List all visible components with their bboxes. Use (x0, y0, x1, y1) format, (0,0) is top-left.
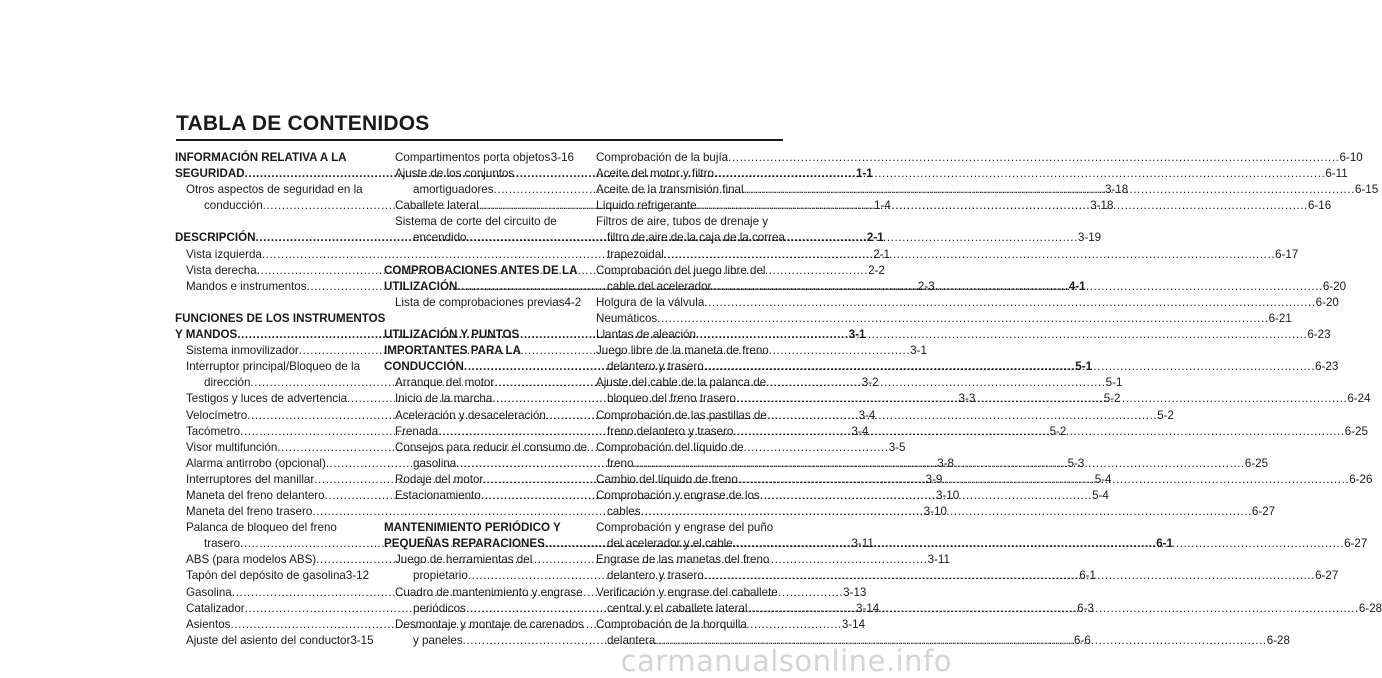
toc-section-heading (384, 520, 574, 536)
toc-page-number: 6-26 (1349, 472, 1373, 486)
toc-page-number: 6-20 (1315, 295, 1339, 309)
toc-page-number: 5-2 (1103, 392, 1121, 406)
toc-entry (384, 440, 588, 456)
toc-entry-title: Neumáticos (596, 311, 658, 325)
toc-entry-title: UTILIZACIÓN Y PUNTOS (384, 328, 520, 342)
toc-entry (596, 440, 782, 456)
toc-entry-title: gasolina (413, 456, 457, 470)
toc-page-number: 6-11 (1325, 167, 1348, 181)
toc-entry-title: Velocímetro (186, 408, 248, 422)
toc-entry-title: delantero y trasero (607, 360, 704, 374)
toc-entry-title: y paneles (413, 633, 463, 647)
toc-page-number: 3-15 (350, 633, 374, 647)
toc-section-heading (384, 263, 578, 279)
toc-entry-title: Juego de herramientas del (395, 553, 533, 567)
toc-section-heading (175, 311, 386, 327)
toc-entry-title: conducción (204, 199, 263, 213)
dot-leader (696, 327, 1307, 343)
toc-entry-title: central y el caballete lateral (607, 601, 748, 615)
toc-entry (596, 520, 782, 536)
toc-entry-title: Caballete lateral (395, 199, 479, 213)
toc-entry-title: Sistema inmovilizador (186, 344, 299, 358)
toc-page-number: 6-1 (1079, 569, 1096, 583)
toc-entry (596, 311, 1292, 327)
toc-page-number: 6-25 (1244, 456, 1269, 470)
dot-leader (711, 279, 1322, 295)
toc-entry-title: CONDUCCIÓN (384, 360, 464, 374)
toc-entry (596, 585, 782, 601)
toc-page-number: 3-14 (856, 601, 880, 615)
toc-entry-title: SEGURIDAD (175, 167, 245, 181)
toc-entry-title: Arranque del motor (395, 376, 495, 390)
toc-entry-title: Catalizador (186, 601, 245, 615)
toc-page-number: 6-3 (1077, 601, 1095, 615)
toc-entry (384, 295, 582, 311)
toc-section-heading (384, 327, 574, 343)
toc-page-number: 6-16 (1307, 199, 1332, 213)
toc-entry-title: Consejos para reducir el consumo de (395, 440, 588, 454)
toc-entry-title: Comprobación del líquido de (596, 440, 744, 454)
toc-entry-title: Inicio de la marcha (395, 392, 493, 406)
toc-page-number: 6-6 (1074, 633, 1091, 647)
toc-entry-title: Líquido refrigerante (596, 199, 697, 213)
toc-page-number: 3-13 (843, 585, 867, 599)
toc-entry-title: Ajuste de los conjuntos (395, 167, 515, 181)
toc-entry-title: Aceite de la transmisión final (596, 183, 744, 197)
toc-page-number: 6-25 (1344, 424, 1368, 438)
toc-entry-title: ABS (para modelos ABS) (186, 553, 317, 567)
toc-entry-title: Testigos y luces de advertencia (186, 392, 348, 406)
spacer (384, 247, 574, 263)
toc-page-number: 6-27 (1344, 537, 1368, 551)
toc-page-number: 3-11 (927, 553, 950, 567)
toc-entry-title: delantero y trasero (607, 569, 704, 583)
toc-page-number: 5-2 (1157, 408, 1174, 422)
toc-entry-title: Juego libre de la maneta de freno (596, 344, 769, 358)
toc-entry-title: DESCRIPCIÓN (175, 231, 256, 245)
toc-entry (384, 214, 574, 230)
toc-page-number: 2-1 (866, 231, 884, 245)
toc-page-number: 3-18 (1090, 199, 1114, 213)
toc-entry-title: Comprobación de la bujía (596, 151, 729, 164)
toc-entry-title: Alarma antirrobo (opcional) (186, 456, 326, 470)
toc-entry-title: Aceite del motor y filtro (596, 167, 714, 181)
toc-entry-title: trasero (204, 537, 241, 551)
toc-entry-title: Interruptores del manillar (186, 472, 315, 486)
toc-entry-title: cable del acelerador (607, 279, 712, 293)
dot-leader (733, 536, 1344, 552)
toc-page-number: 6-23 (1315, 360, 1339, 374)
toc-page-number: 4-2 (564, 295, 582, 309)
toc-entry-title: Holgura de la válvula (596, 295, 705, 309)
toc-page-number: 3-9 (925, 472, 943, 486)
toc-entry-title: encendido (413, 231, 467, 245)
toc-page-number: 3-4 (858, 408, 876, 422)
toc-entry-title: Comprobación del juego libre del (596, 263, 766, 277)
toc-entry-title: periódicos (413, 601, 466, 615)
toc-page-number: 5-4 (1092, 488, 1109, 502)
toc-entry (596, 552, 782, 568)
toc-entry-title: Maneta del freno delantero (186, 488, 325, 502)
toc-entry-title: freno delantero y trasero (607, 424, 734, 438)
toc-page-number: 5-1 (1105, 376, 1123, 390)
toc-page-number: 6-28 (1358, 601, 1382, 615)
toc-entry-title: Otros aspectos de seguridad en la (186, 183, 363, 197)
toc-entry-title: amortiguadores (413, 183, 494, 197)
toc-page-number: 3-1 (910, 344, 927, 358)
toc-page-number: 6-24 (1347, 392, 1371, 406)
toc-page-number: 3-10 (935, 488, 960, 502)
toc-page-number: 2-3 (917, 279, 935, 293)
toc-entry-title: Filtros de aire, tubos de drenaje y (596, 215, 769, 229)
dot-leader (733, 424, 1344, 440)
toc-page-number: 3-19 (1077, 231, 1102, 245)
toc-entry-title: cables (607, 505, 641, 519)
toc-entry-title: del acelerador y el cable (607, 537, 733, 551)
dot-leader (481, 488, 1092, 504)
toc-page-number: 4-1 (1068, 279, 1086, 293)
dot-leader (633, 456, 1244, 472)
toc-entry-title: Tapón del depósito de gasolina (186, 569, 346, 583)
title-rule (176, 139, 783, 141)
toc-entry (596, 488, 782, 504)
toc-section-heading (384, 343, 574, 359)
toc-entry-title: Ajuste del cable de la palanca de (596, 376, 767, 390)
toc-entry-title: Vista derecha (186, 263, 257, 277)
toc-entry-title: Tacómetro (186, 424, 241, 438)
watermark: carmanualsonline.info (620, 644, 952, 678)
toc-entry-title: Mandos e instrumentos (186, 279, 307, 293)
toc-entry (384, 166, 574, 182)
toc-page-number: 3-4 (851, 424, 869, 438)
toc-entry-title: MANTENIMIENTO PERIÓDICO Y (384, 521, 561, 535)
toc-entry-title: UTILIZACIÓN (384, 279, 458, 293)
toc-page-number: 3-8 (937, 456, 954, 470)
toc-page-number: 6-10 (1339, 151, 1363, 164)
toc-entry-title: Asientos (186, 617, 231, 631)
toc-entry (384, 552, 574, 568)
toc-entry-title: Comprobación y engrase de los (596, 488, 760, 502)
toc-page-number: 3-18 (1104, 183, 1129, 197)
toc-page-number: 6-1 (1156, 537, 1173, 551)
toc-entry-title: Estacionamiento (395, 488, 481, 502)
toc-page-number: 3-5 (888, 440, 906, 454)
dot-leader (738, 472, 1349, 488)
toc-page-number: 5-4 (1094, 472, 1112, 486)
toc-page-number: 3-16 (550, 151, 574, 164)
toc-entry-title: Sistema de corte del circuito de (395, 215, 557, 229)
toc-entry-title: Frenada (395, 424, 439, 438)
dot-leader (494, 375, 1105, 391)
toc-entry (175, 359, 366, 375)
spacer (384, 311, 574, 327)
toc-entry-title: freno (607, 456, 634, 470)
toc-page-number: 1-4 (874, 199, 891, 213)
dot-leader (728, 150, 1339, 166)
dot-leader (697, 198, 1308, 214)
toc-entry-title: filtro de aire de la caja de la correa (607, 231, 785, 245)
toc-entry (384, 150, 574, 166)
toc-entry-title: Interruptor principal/Bloqueo de la (186, 360, 361, 374)
toc-entry-title: Cuadro de mantenimiento y engrase (395, 585, 583, 599)
toc-page-number: 6-28 (1266, 633, 1290, 647)
dot-leader (704, 359, 1315, 375)
toc-entry-title: Comprobación y engrase del puño (596, 521, 774, 535)
toc-page-number: 3-1 (848, 328, 866, 342)
toc-entry-title: Maneta del freno trasero (186, 505, 313, 519)
toc-entry-title: Comprobación de la horquilla (596, 617, 747, 631)
toc-page-number: 3-2 (861, 376, 879, 390)
toc-page-number: 3-10 (923, 505, 947, 519)
toc-entry-title: Desmontaje y montaje de carenados (395, 617, 584, 631)
toc-entry (596, 150, 1363, 166)
dot-leader (664, 247, 1275, 263)
dot-leader (641, 504, 1252, 520)
toc-entry-title: IMPORTANTES PARA LA (384, 344, 521, 358)
toc-entry-title: Cambio del líquido de freno (596, 472, 738, 486)
page-title: TABLA DE CONTENIDOS (176, 112, 430, 135)
toc-page-number: 6-17 (1275, 247, 1299, 261)
toc-entry-title: INFORMACIÓN RELATIVA A LA (175, 151, 347, 164)
toc-entry (596, 408, 782, 424)
dot-leader (657, 311, 1268, 327)
spacer (175, 214, 366, 230)
toc-entry-title: Compartimentos porta objetos (395, 151, 551, 164)
toc-page-number: 6-27 (1315, 569, 1339, 583)
toc-entry-title: Ajuste del asiento del conductor (186, 633, 351, 647)
toc-entry-title: FUNCIONES DE LOS INSTRUMENTOS (175, 311, 386, 325)
toc-page-number: 1-1 (855, 167, 873, 181)
toc-entry (596, 375, 782, 391)
toc-page-number: 6-23 (1307, 328, 1331, 342)
toc-page-number: 6-27 (1251, 505, 1276, 519)
toc-page-number: 5-1 (1075, 360, 1093, 374)
spacer (175, 295, 366, 311)
dot-leader (744, 182, 1355, 198)
spacer (384, 504, 574, 520)
toc-entry (596, 295, 1339, 311)
toc-entry-title: Visor multifunción (186, 440, 278, 454)
toc-page-number: 2-1 (873, 247, 890, 261)
toc-entry-title: Aceleración y desaceleración (395, 408, 546, 422)
toc-page-number: 6-15 (1354, 183, 1379, 197)
toc-entry-title: PEQUEÑAS REPARACIONES (384, 537, 545, 551)
toc-page-number: 5-3 (1067, 456, 1085, 470)
toc-entry (596, 617, 782, 633)
toc-entry (175, 568, 370, 584)
toc-entry (596, 343, 782, 359)
toc-entry-title: Engrase de las manetas del freno (596, 553, 770, 567)
toc-entry-title: delantera (607, 633, 656, 647)
toc-page-number: 3-3 (958, 392, 976, 406)
toc-entry (175, 520, 366, 536)
dot-leader (714, 166, 1325, 182)
toc-section-heading (175, 150, 366, 166)
toc-page-number: 6-21 (1268, 311, 1292, 325)
toc-page-number: 3-12 (345, 569, 370, 583)
toc-entry-title: bloqueo del freno trasero (607, 392, 736, 406)
toc-page-number: 3-11 (851, 537, 874, 551)
dot-leader (704, 295, 1315, 311)
toc-entry-title: COMPROBACIONES ANTES DE LA (384, 263, 578, 277)
toc-entry-title: Lista de comprobaciones previas (395, 295, 565, 309)
toc-entry-title: Verificación y engrase del caballete (596, 585, 778, 599)
toc-entry (596, 214, 782, 230)
toc-entry-title: trapezoidal (607, 247, 664, 261)
toc-entry-title: dirección (204, 376, 251, 390)
toc-entry (596, 166, 1348, 182)
toc-page-number: 6-20 (1322, 279, 1347, 293)
toc-entry-title: Llantas de aleación (596, 328, 696, 342)
toc-page-number: 2-2 (868, 263, 885, 277)
toc-entry (175, 182, 366, 198)
toc-page-number: 5-2 (1049, 424, 1067, 438)
dot-leader (704, 568, 1315, 584)
toc-entry (596, 230, 785, 246)
dot-leader (748, 601, 1359, 617)
toc-page-number: 3-14 (841, 617, 866, 631)
toc-entry (384, 617, 584, 633)
toc-entry-title: Comprobación de las pastillas de (596, 408, 767, 422)
toc-entry (384, 585, 583, 601)
toc-entry-title: Gasolina (186, 585, 232, 599)
toc-entry-title: Rodaje del motor (395, 472, 484, 486)
dot-leader (736, 391, 1347, 407)
toc-entry-title: propietario (413, 569, 468, 583)
toc-entry (596, 263, 782, 279)
toc-entry-title: Palanca de bloqueo del freno (186, 521, 337, 535)
toc-entry-title: Y MANDOS (175, 328, 238, 342)
toc-entry-title: Vista izquierda (186, 247, 262, 261)
